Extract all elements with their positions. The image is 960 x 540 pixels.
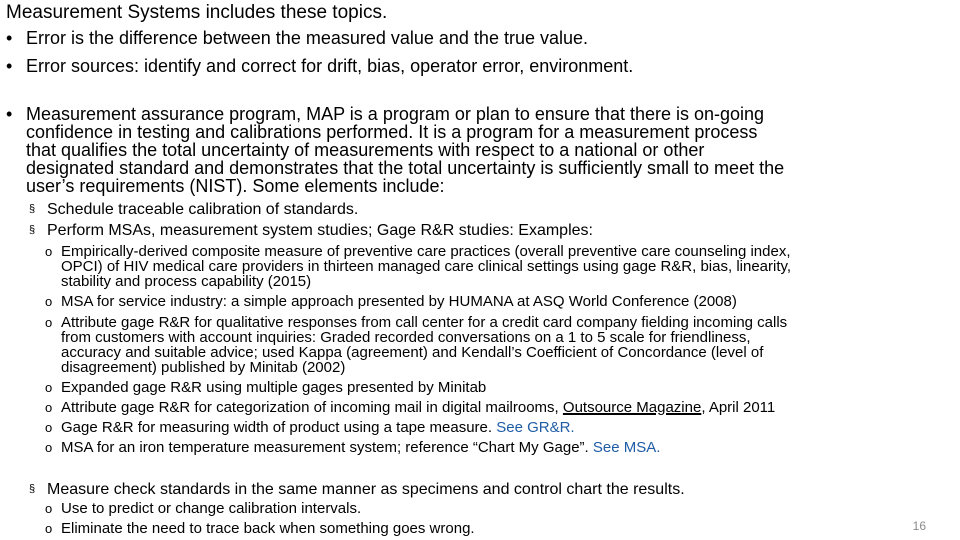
circle-bullet-icon: o (45, 521, 53, 536)
section-sign-icon: § (29, 203, 36, 215)
section-sign-icon: § (29, 224, 36, 236)
bullet-dot-icon: • (6, 104, 13, 124)
circle-bullet-icon: o (45, 315, 53, 330)
outsource-magazine-link[interactable]: Outsource Magazine (562, 399, 702, 416)
bullet-dot-icon: • (6, 56, 13, 76)
bullet-dot-icon: • (6, 28, 13, 48)
section-sign-icon: § (29, 483, 36, 495)
slide-title: Measurement Systems includes these topics. (6, 2, 388, 23)
circle-bullet-icon: o (45, 380, 53, 395)
circle-bullet-icon: o (45, 400, 53, 415)
circle-bullet-icon: o (45, 501, 53, 516)
page-number: 16 (912, 519, 926, 533)
see-grr-link[interactable]: See GR&R. (496, 419, 575, 436)
circle-bullet-icon: o (45, 294, 53, 309)
circle-bullet-icon: o (45, 420, 53, 435)
circle-bullet-icon: o (45, 440, 53, 455)
circle-bullet-icon: o (45, 244, 53, 259)
see-msa-link[interactable]: See MSA. (592, 439, 661, 456)
